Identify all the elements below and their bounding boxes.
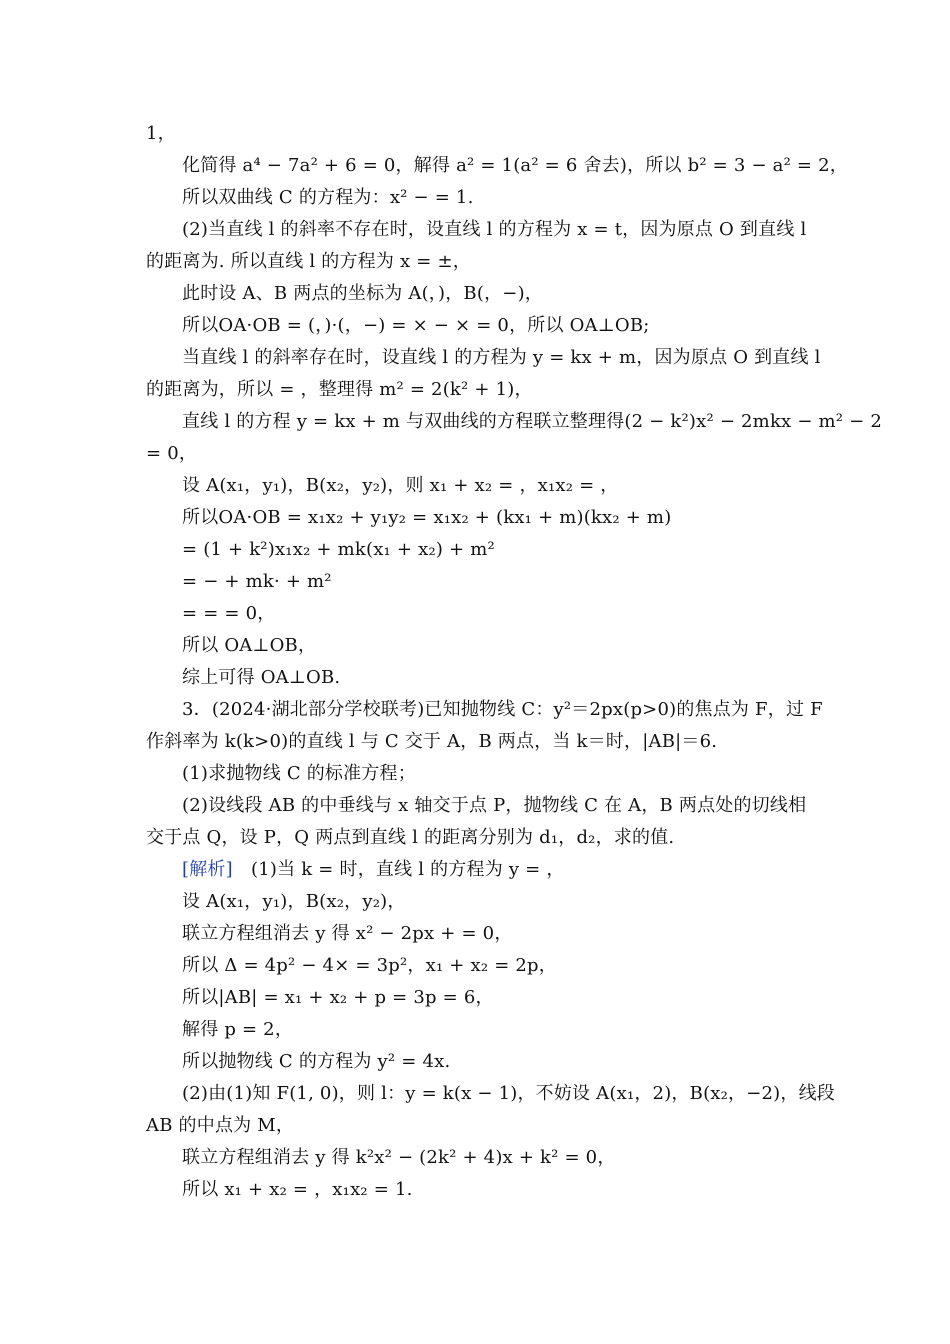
text-line: 1， (146, 123, 176, 144)
text-line: = 0， (146, 443, 198, 464)
text-line: 的距离为，所以 = ，整理得 m² = 2(k² + 1)， (146, 379, 533, 400)
text-line: 所以 OA⊥OB， (182, 635, 317, 656)
text-line: 所以 x₁ + x₂ = ，x₁x₂ = 1. (182, 1179, 413, 1200)
text-line: 此时设 A、B 两点的坐标为 A(，)，B(，−)， (182, 283, 543, 304)
text-line: 当直线 l 的斜率存在时，设直线 l 的方程为 y = kx + m，因为原点 O 到直线 l (182, 347, 821, 368)
text-line: 所以|AB| = x₁ + x₂ + p = 3p = 6， (182, 987, 494, 1008)
text-line: (1)求抛物线 C 的标准方程； (182, 763, 416, 784)
text-line: AB 的中点为 M， (146, 1115, 295, 1136)
problem-heading: 3．(2024·湖北部分学校联考)已知抛物线 C：y²＝2px(p>0)的焦点为 F，过 F (182, 699, 823, 720)
text-line: = = = 0， (182, 603, 276, 624)
text-line: 化简得 a⁴ − 7a² + 6 = 0，解得 a² = 1(a² = 6 舍去)，所以 b² = 3 − a² = 2， (182, 155, 848, 176)
text-line: 设 A(x₁，y₁)，B(x₂，y₂)， (182, 891, 406, 912)
text-line: 的距离为. 所以直线 l 的方程为 x = ±， (146, 251, 471, 272)
text-line: 解得 p = 2， (182, 1019, 294, 1040)
text-line: 所以OA·OB = x₁x₂ + y₁y₂ = x₁x₂ + (kx₁ + m)(kx₂ + m) (182, 507, 672, 528)
text-line: 综上可得 OA⊥OB. (182, 667, 341, 688)
text-span: (1)当 k = 时，直线 l 的方程为 y = ， (232, 859, 565, 880)
text-line: 联立方程组消去 y 得 k²x² − (2k² + 4)x + k² = 0， (182, 1147, 616, 1168)
text-line: 所以双曲线 C 的方程为：x² − = 1. (182, 187, 474, 208)
text-line: (2)当直线 l 的斜率不存在时，设直线 l 的方程为 x = t，因为原点 O 到直线 l (182, 219, 807, 240)
text-line: (2)设线段 AB 的中垂线与 x 轴交于点 P，抛物线 C 在 A，B 两点处的切线相 (182, 795, 807, 816)
solution-tag: [解析] (182, 859, 233, 880)
text-line: 所以 Δ = 4p² − 4× = 3p²，x₁ + x₂ = 2p， (182, 955, 557, 976)
solution-line (182, 858, 565, 882)
text-line: 交于点 Q，设 P，Q 两点到直线 l 的距离分别为 d₁，d₂，求的值. (146, 827, 675, 848)
text-line: 直线 l 的方程 y = kx + m 与双曲线的方程联立整理得(2 − k²)x² − 2mkx − m² − 2 (182, 411, 882, 432)
text-line: 所以OA·OB = (，)·(，−) = × − × = 0，所以 OA⊥OB; (182, 315, 650, 336)
text-line: 所以抛物线 C 的方程为 y² = 4x. (182, 1051, 451, 1072)
text-line: 设 A(x₁，y₁)，B(x₂，y₂)，则 x₁ + x₂ = ，x₁x₂ = ， (182, 475, 619, 496)
text-line: = − + mk· + m² (182, 571, 332, 592)
text-line: 联立方程组消去 y 得 x² − 2px + = 0， (182, 923, 513, 944)
text-line: = (1 + k²)x₁x₂ + mk(x₁ + x₂) + m² (182, 539, 495, 560)
text-line: 作斜率为 k(k>0)的直线 l 与 C 交于 A，B 两点，当 k＝时，|AB|＝6. (146, 731, 718, 752)
text-line: (2)由(1)知 F(1, 0)，则 l：y = k(x − 1)，不妨设 A(x₁，2)，B(x₂，−2)，线段 (182, 1083, 836, 1104)
